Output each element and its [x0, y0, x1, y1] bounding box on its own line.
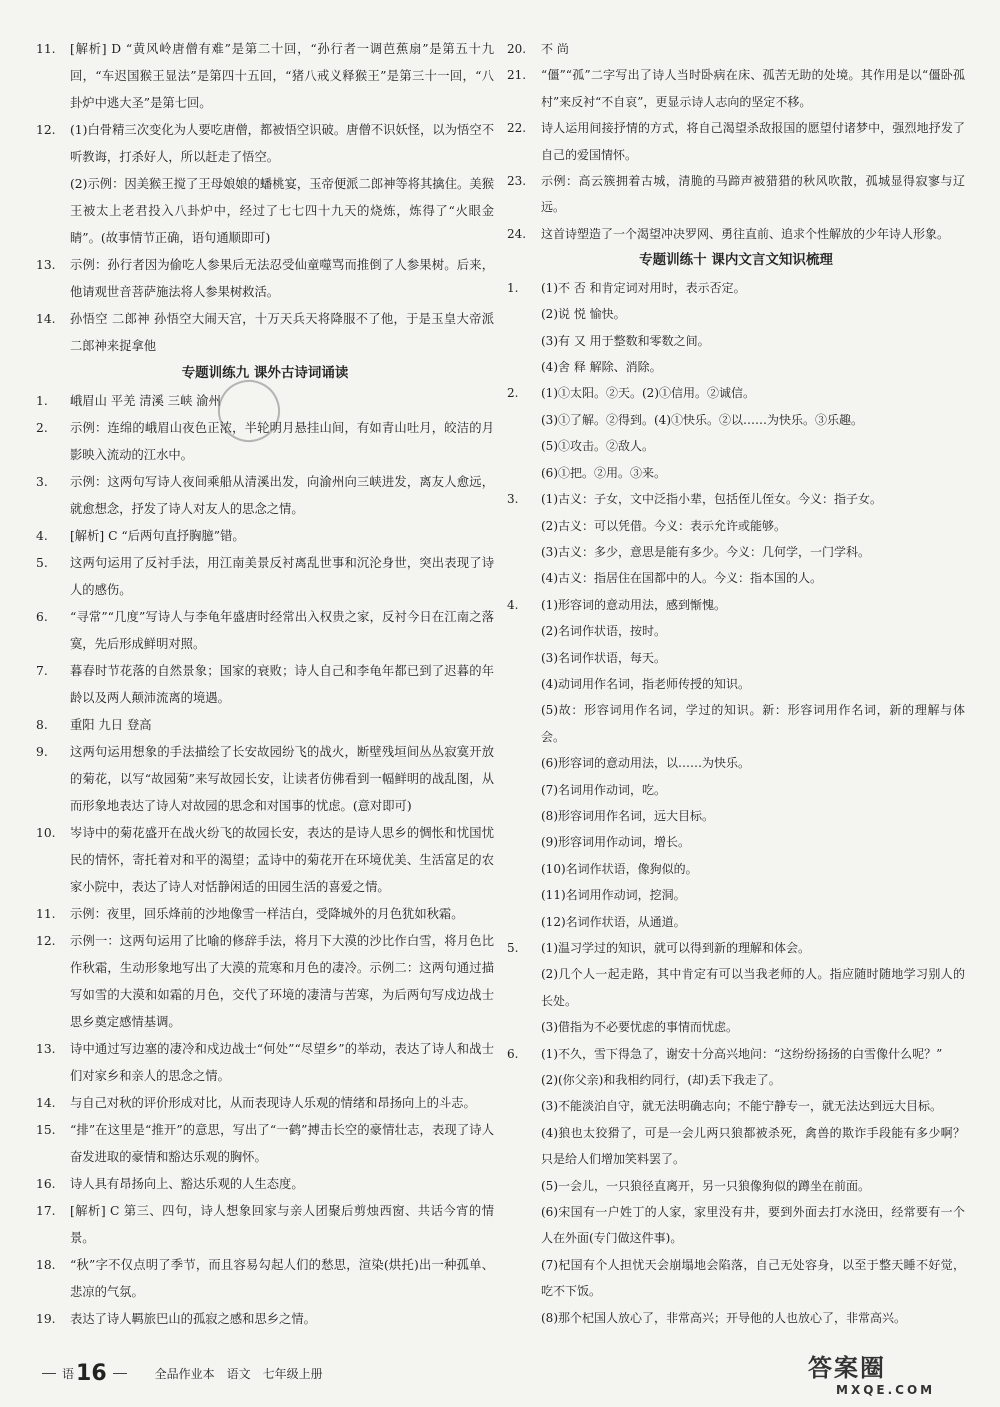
answer-number: 24. [507, 226, 527, 241]
answer-item [507, 1093, 965, 1119]
answer-text: (1)不 否 和肯定词对用时，表示否定。 [541, 280, 746, 295]
answer-text: 这首诗塑造了一个渴望冲决罗网、勇往直前、追求个性解放的少年诗人形象。 [541, 226, 950, 241]
answer-number: 7. [36, 663, 48, 678]
answer-item [36, 1306, 494, 1333]
answer-number: 4. [507, 597, 519, 612]
answer-text: (12)名词作状语，从通道。 [541, 914, 686, 929]
answer-text: 诗人具有昂扬向上、豁达乐观的人生态度。 [70, 1176, 304, 1191]
answer-text: (1)温习学过的知识，就可以得到新的理解和体会。 [541, 941, 810, 955]
answer-text: “僵”“孤”二字写出了诗人当时卧病在床、孤苦无助的处境。其作用是以“僵卧孤村”来反衬“不自哀”，更显示诗人志向的坚定不移。 [541, 68, 965, 109]
answer-number: 19. [36, 1311, 56, 1326]
answer-item [36, 604, 494, 658]
answer-item [507, 697, 965, 750]
answer-text: 暮春时节花落的自然景象；国家的衰败；诗人自己和李龟年都已到了迟暮的年龄以及两人颠沛流离的境遇。 [70, 663, 494, 705]
answer-item [36, 1252, 494, 1306]
page-prefix: 语 [62, 1366, 75, 1381]
answer-text: (11)名词用作动词，挖洞。 [541, 888, 686, 903]
answer-item [507, 433, 965, 459]
answer-item [507, 565, 965, 591]
answer-item [507, 592, 965, 618]
answer-text: “秋”字不仅点明了季节，而且容易勾起人们的愁思，渲染(烘托)出一种孤单、悲凉的气氛。 [70, 1257, 494, 1299]
answer-item [507, 486, 965, 512]
answer-number: 1. [36, 393, 48, 408]
answer-item [36, 712, 494, 739]
answer-text: “排”在这里是“推开”的意思，写出了“一鹤”搏击长空的豪情壮志，表现了诗人奋发进取的豪情和豁达乐观的胸怀。 [70, 1122, 494, 1164]
answer-text: (3)借指为不必要忧虑的事情而忧虑。 [541, 1020, 738, 1035]
answer-number: 13. [36, 258, 56, 272]
site-logo [808, 1348, 978, 1396]
answer-item [507, 301, 965, 327]
answer-item [507, 1199, 965, 1252]
footer-dash-left [42, 1373, 56, 1374]
answer-number: 2. [36, 420, 48, 435]
answer-text: 与自己对秋的评价形成对比，从而表现诗人乐观的情绪和昂扬向上的斗志。 [70, 1095, 476, 1110]
answer-number: 11. [36, 906, 56, 921]
answer-item [507, 829, 965, 855]
answer-item [507, 221, 965, 247]
page-number: 16 [76, 1360, 107, 1386]
answer-text: (2)说 悦 愉快。 [541, 307, 626, 322]
answer-item [507, 645, 965, 671]
answer-text: (9)形容词用作动词，增长。 [541, 835, 690, 850]
answer-text: (6)①把。②用。③来。 [541, 465, 666, 480]
answer-number: 20. [507, 42, 527, 56]
page-footer [36, 1356, 323, 1390]
answer-item [507, 460, 965, 486]
answer-item [507, 882, 965, 908]
answer-item [507, 961, 965, 1014]
answer-number: 9. [36, 744, 48, 759]
answer-item [507, 539, 965, 565]
answer-text: “寻常”“几度”写诗人与李龟年盛唐时经常出入权贵之家，反衬今日在江南之落寞，先后形成鲜明对照。 [70, 609, 494, 651]
answer-item [36, 36, 494, 117]
answer-item [507, 1067, 965, 1093]
answer-number: 12. [36, 123, 56, 137]
answer-item [36, 1198, 494, 1252]
book-title: 全品作业本 [154, 1366, 215, 1381]
answer-item [507, 1120, 965, 1173]
answer-number: 17. [36, 1203, 56, 1218]
answer-text: 诗人运用间接抒情的方式，将自己渴望杀敌报国的愿望付诸梦中，强烈地抒发了自己的爱国情怀。 [541, 121, 965, 162]
answer-number: 23. [507, 174, 527, 189]
answer-item [36, 928, 494, 1036]
subject-label: 语文 [226, 1366, 251, 1381]
answer-item [507, 1041, 965, 1067]
footer-dash-right [113, 1373, 127, 1374]
left-column [36, 36, 494, 1333]
answer-item [507, 1173, 965, 1199]
answer-item [36, 306, 494, 360]
answer-text: (1)不久，雪下得急了，谢安十分高兴地问：“这纷纷扬扬的白雪像什么呢？” [541, 1046, 943, 1061]
answer-text: (1)①太阳。②天。(2)①信用。②诚信。 [541, 386, 755, 401]
answer-item [507, 407, 965, 433]
answer-number: 21. [507, 68, 527, 83]
answer-item [36, 252, 494, 306]
answer-text: (2)示例：因美猴王搅了王母娘娘的蟠桃宴，玉帝便派二郎神等将其擒住。美猴王被太上老君投入八卦炉中，经过了七七四十九天的烧炼，炼得了“火眼金睛”。(故事情节正确，语句通顺即可) [70, 177, 494, 245]
answer-item [507, 1252, 965, 1305]
answer-text: 不 尚 [541, 42, 569, 56]
answer-item [507, 935, 965, 961]
answer-text: 重阳 九日 登高 [70, 717, 152, 732]
answer-text: (6)宋国有一户姓丁的人家，家里没有井，要到外面去打水浇田，经常要有一个人在外面(专门做这件事)。 [541, 1205, 965, 1246]
answer-item [36, 1036, 494, 1090]
answer-text: 诗中通过写边塞的凄冷和戍边战士“何处”“尽望乡”的举动，表达了诗人和战士们对家乡和亲人的思念之情。 [70, 1041, 494, 1083]
answer-text: (3)不能淡泊自守，就无法明确志向；不能宁静专一，就无法达到远大目标。 [541, 1099, 943, 1114]
answer-text: (2)几个人一起走路，其中肯定有可以当我老师的人。指应随时随地学习别人的长处。 [541, 967, 965, 1008]
answer-item [507, 275, 965, 301]
answer-text: (5)一会儿，一只狼径直离开，另一只狼像狗似的蹲坐在前面。 [541, 1178, 871, 1193]
answer-item [36, 901, 494, 928]
answer-item [507, 354, 965, 380]
answer-number: 10. [36, 825, 56, 840]
answer-text: [解析] C “后两句直抒胸臆”错。 [70, 528, 245, 543]
answer-number: 4. [36, 528, 48, 543]
answer-item [36, 469, 494, 523]
answer-text: 这两句运用想象的手法描绘了长安故园纷飞的战火，断壁残垣间丛丛寂寞开放的菊花，以写“故园菊”来写故园长安，让读者仿佛看到一幅鲜明的战乱图，从而形象地表达了诗人对故园的思念和对国事的忧虑。(意对即可) [70, 744, 494, 813]
answer-text: 示例：连绵的峨眉山夜色正浓，半轮明月悬挂山间，有如青山吐月，皎洁的月影映入流动的江水中。 [70, 420, 494, 462]
answer-item [507, 750, 965, 776]
answer-text: (7)杞国有个人担忧天会崩塌地会陷落，自己无处容身，以至于整天睡不好觉，吃不下饭。 [541, 1257, 965, 1299]
answer-number: 2. [507, 386, 519, 401]
answer-item [507, 36, 965, 62]
answer-text: (4)舍 释 解除、消除。 [541, 360, 662, 375]
answer-text: (8)形容词用作名词，远大目标。 [541, 808, 714, 823]
grade-label: 七年级上册 [262, 1366, 323, 1381]
answer-text: (4)古义：指居住在国都中的人。今义：指本国的人。 [541, 571, 823, 586]
section-heading: 专题训练九 课外古诗词诵读 [181, 365, 349, 381]
answer-item [507, 513, 965, 539]
answer-text: (2)古义：可以凭借。今义：表示允许或能够。 [541, 518, 786, 533]
answer-item [507, 380, 965, 406]
answer-item [507, 168, 965, 221]
answer-number: 18. [36, 1257, 56, 1272]
answer-number: 22. [507, 121, 527, 136]
answer-item [36, 171, 494, 252]
answer-text: (4)狼也太狡猾了，可是一会儿两只狼都被杀死，禽兽的欺诈手段能有多少啊？只是给人们增加笑料罢了。 [541, 1125, 965, 1167]
answer-text: (10)名词作状语，像狗似的。 [541, 861, 698, 876]
answer-text: 示例一：这两句运用了比喻的修辞手法，将月下大漠的沙比作白雪，将月色比作秋霜，生动形象地写出了大漠的荒寒和月色的凄冷。示例二：这两句通过描写如雪的大漠和如霜的月色，交代了环境的凄清与苦寒，为后两句写戍边战士思乡奠定感情基调。 [70, 933, 494, 1029]
answer-text: (4)动词用作名词，指老师传授的知识。 [541, 676, 750, 691]
answer-text: (3)古义：多少，意思是能有多少。今义：几何学，一门学科。 [541, 544, 871, 559]
answer-text: 示例：高云簇拥着古城，清脆的马蹄声被猎猎的秋风吹散，孤城显得寂寥与辽远。 [541, 174, 965, 215]
answer-text: (5)①攻击。②敌人。 [541, 439, 654, 454]
answer-text: [解析] C 第三、四句，诗人想象回家与亲人团聚后剪烛西窗、共话今宵的情景。 [70, 1203, 494, 1245]
answer-text: 示例：孙行者因为偷吃人参果后无法忍受仙童噬骂而推倒了人参果树。后来，他请观世音菩萨施法将人参果树救活。 [70, 258, 494, 299]
answer-item [507, 671, 965, 697]
answer-item [507, 1014, 965, 1040]
answer-text: (8)那个杞国人放心了，非常高兴；开导他的人也放心了，非常高兴。 [541, 1310, 907, 1325]
answer-item [507, 1305, 965, 1331]
answer-item [36, 523, 494, 550]
section-heading: 专题训练十 课内文言文知识梳理 [639, 252, 833, 269]
answer-item [36, 550, 494, 604]
answer-text: (1)白骨精三次变化为人要吃唐僧，都被悟空识破。唐僧不识妖怪，以为悟空不听教诲，打杀好人，所以赶走了悟空。 [70, 123, 494, 164]
answer-text: 示例：夜里，回乐烽前的沙地像雪一样洁白，受降城外的月色犹如秋霜。 [70, 906, 464, 921]
answer-item [36, 1171, 494, 1198]
answer-item [507, 803, 965, 829]
answer-number: 5. [36, 555, 48, 570]
answer-text: (6)形容词的意动用法，以……为快乐。 [541, 756, 750, 771]
answer-text: 示例：这两句写诗人夜间乘船从清溪出发，向渝州向三峡进发，离友人愈远，就愈想念，抒发了诗人对友人的思念之情。 [70, 474, 494, 516]
answer-item [36, 658, 494, 712]
answer-text: (2)名词作状语，按时。 [541, 624, 666, 639]
answer-number: 13. [36, 1041, 56, 1056]
answer-item [36, 1090, 494, 1117]
answer-item [507, 618, 965, 644]
answer-text: (3)名词作状语，每天。 [541, 650, 666, 665]
answer-item [36, 739, 494, 820]
answer-text: (5)故：形容词用作名词，学过的知识。新：形容词用作名词，新的理解与体会。 [541, 703, 965, 744]
answer-text: 孙悟空 二郎神 孙悟空大闹天宫，十万天兵天将降服不了他，于是玉皇大帝派二郎神来捉拿他 [70, 312, 494, 353]
answer-item [507, 62, 965, 115]
answer-item [36, 117, 494, 171]
answer-number: 14. [36, 312, 56, 326]
answer-item [507, 856, 965, 882]
answer-text: (1)古义：子女，文中泛指小辈，包括侄儿侄女。今义：指子女。 [541, 492, 883, 507]
answer-text: (1)形容词的意动用法，感到惭愧。 [541, 597, 726, 612]
logo-text: 答案圈 [808, 1354, 886, 1382]
answer-number: 1. [507, 280, 519, 295]
answer-item [507, 909, 965, 935]
answer-text: (2)(你父亲)和我相约同行，(却)丢下我走了。 [541, 1073, 781, 1088]
answer-number: 12. [36, 933, 56, 948]
logo-domain: MXQE.COM [836, 1383, 936, 1397]
answer-number: 6. [36, 609, 48, 624]
answer-text: (7)名词用作动词，吃。 [541, 782, 666, 797]
answer-text: 表达了诗人羁旅巴山的孤寂之感和思乡之情。 [70, 1311, 316, 1326]
answer-number: 6. [507, 1046, 519, 1061]
answer-text: (3)①了解。②得到。(4)①快乐。②以……为快乐。③乐趣。 [541, 412, 863, 427]
answer-text: 峨眉山 平羌 清溪 三峡 渝州 [70, 393, 221, 408]
answer-item [507, 115, 965, 168]
answer-number: 5. [507, 941, 519, 955]
answer-item [36, 1117, 494, 1171]
answer-item [507, 328, 965, 354]
answer-number: 11. [36, 42, 56, 56]
answer-text: 这两句运用了反衬手法，用江南美景反衬离乱世事和沉沦身世，突出表现了诗人的感伤。 [70, 555, 494, 597]
answer-item [507, 777, 965, 803]
answer-item [36, 820, 494, 901]
answer-number: 8. [36, 717, 48, 732]
answer-text: 岑诗中的菊花盛开在战火纷飞的故园长安，表达的是诗人思乡的惆怅和忧国忧民的情怀，寄托着对和平的渴望；孟诗中的菊花开在环境优美、生活富足的农家小院中，表达了诗人对恬静闲适的田园生活的喜爱之情。 [70, 825, 494, 894]
answer-number: 14. [36, 1095, 56, 1110]
answer-number: 15. [36, 1122, 56, 1137]
answer-number: 16. [36, 1176, 56, 1191]
right-column [507, 36, 965, 1331]
answer-text: [解析] D “黄风岭唐僧有难”是第二十回，“孙行者一调芭蕉扇”是第五十九回，“车迟国猴王显法”是第四十五回，“猪八戒义释猴王”是第三十一回，“八卦炉中逃大圣”是第七回。 [70, 42, 494, 110]
answer-number: 3. [36, 474, 48, 489]
answer-number: 3. [507, 492, 519, 507]
answer-text: (3)有 又 用于整数和零数之间。 [541, 333, 710, 348]
